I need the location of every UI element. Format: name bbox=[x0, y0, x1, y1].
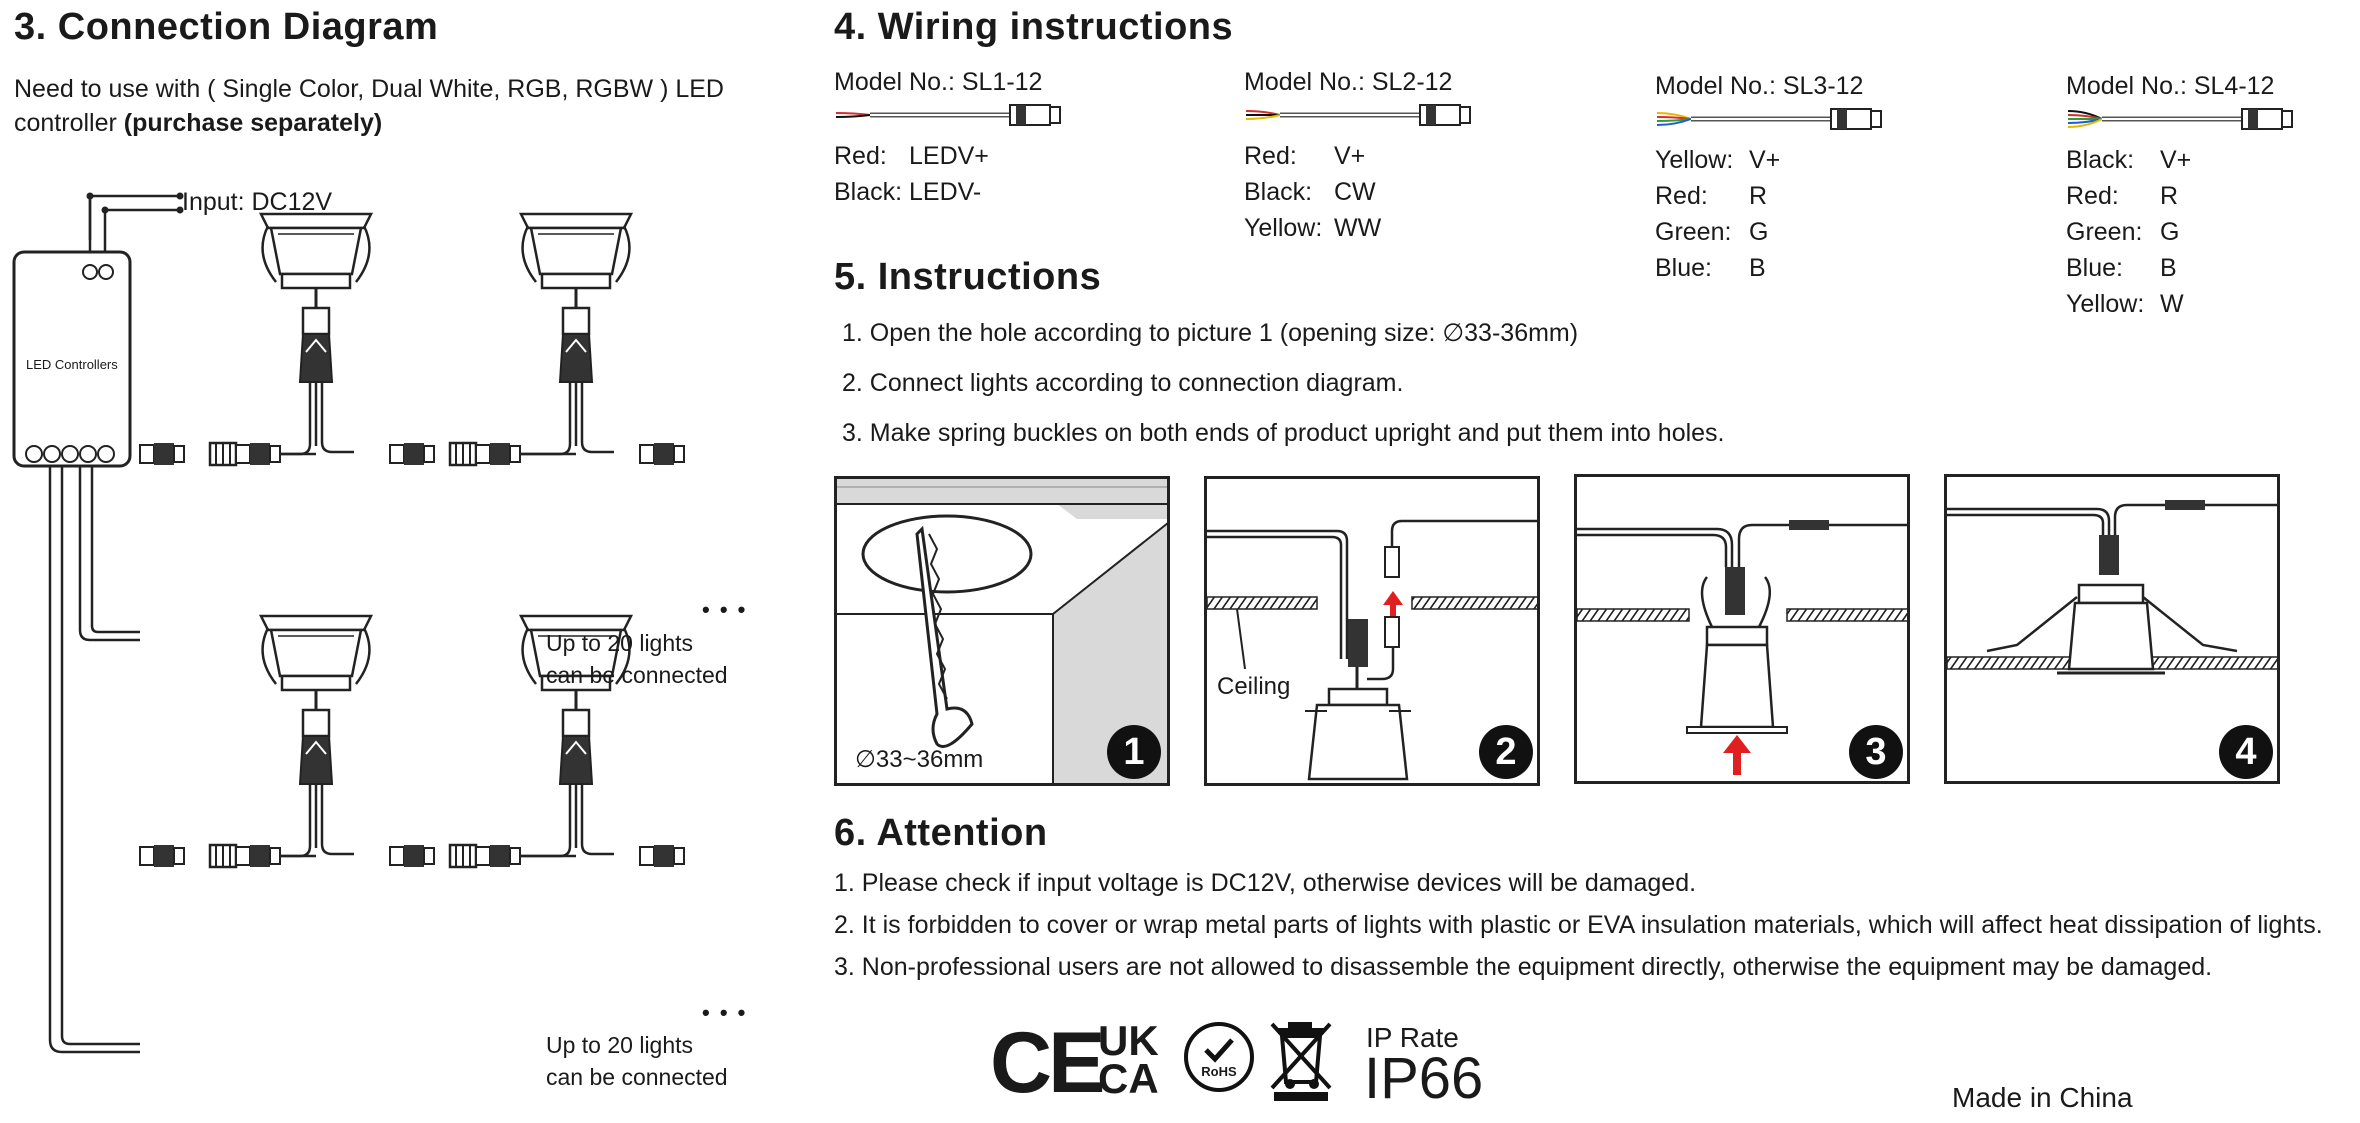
wire-row bbox=[1244, 138, 1624, 174]
junction-connector-icon bbox=[210, 845, 236, 867]
connector-icon bbox=[640, 845, 684, 867]
picture-1-cut-hole bbox=[834, 476, 1170, 786]
wire-row bbox=[2066, 250, 2356, 286]
group2-note-line2: can be connected bbox=[546, 1064, 728, 1090]
wire-row bbox=[2066, 214, 2356, 250]
wiring-model-sl3 bbox=[1655, 72, 2035, 286]
model-number: Model No.: SL4-12 bbox=[2066, 72, 2275, 100]
light-group-1 bbox=[140, 214, 684, 465]
picture-4-installed bbox=[1944, 474, 2280, 784]
ellipsis-group1: • • • bbox=[702, 597, 748, 622]
wire-color: Yellow: bbox=[1244, 214, 1323, 242]
wire-color: Red: bbox=[1655, 182, 1708, 210]
picture-2-label: Ceiling bbox=[1217, 673, 1291, 700]
model-number: Model No.: SL1-12 bbox=[834, 68, 1043, 96]
instructions-title: 5. Instructions bbox=[834, 256, 1102, 298]
input-label: Input: DC12V bbox=[182, 188, 333, 216]
made-in-label: Made in China bbox=[1952, 1082, 2133, 1113]
group2-note-line1: Up to 20 lights bbox=[546, 1032, 694, 1058]
wiring-title: 4. Wiring instructions bbox=[834, 6, 1234, 48]
ip-rate-label: IP Rate bbox=[1366, 1022, 1459, 1053]
instruction-steps bbox=[842, 308, 1725, 458]
attention-list bbox=[834, 862, 2323, 988]
wire-color: Red: bbox=[2066, 182, 2119, 210]
controller-label: LED Controllers bbox=[26, 357, 118, 372]
connector-icon bbox=[476, 845, 520, 867]
instruction-step: 3. Make spring buckles on both ends of product upright and put them into holes. bbox=[842, 419, 1725, 447]
wire-function: B bbox=[2160, 254, 2177, 282]
weee-bin-icon bbox=[1268, 1018, 1334, 1107]
connector-icon bbox=[236, 845, 280, 867]
wire-function: CW bbox=[1334, 178, 1376, 206]
group1-note bbox=[546, 627, 728, 691]
instruction-step: 2. Connect lights according to connection diagram. bbox=[842, 369, 1404, 397]
wire-row bbox=[2066, 142, 2356, 178]
connection-intro-line1: Need to use with ( Single Color, Dual White, RGB, RGBW ) LED bbox=[14, 75, 724, 103]
junction-connector-icon bbox=[210, 443, 236, 465]
wire-row bbox=[1244, 210, 1624, 246]
ukca-top: UK bbox=[1098, 1017, 1159, 1064]
cable-illustration bbox=[2066, 101, 2296, 137]
wire-color: Red: bbox=[1244, 142, 1297, 170]
ellipsis-group2: • • • bbox=[702, 1000, 748, 1025]
picture-2-number: 2 bbox=[1479, 725, 1533, 779]
connector-icon bbox=[390, 845, 434, 867]
wire-row bbox=[1655, 214, 2035, 250]
downlight-icon bbox=[216, 214, 371, 454]
connection-intro-bold: (purchase separately) bbox=[123, 109, 383, 137]
wire-row bbox=[1244, 174, 1624, 210]
ukca-bottom: CA bbox=[1098, 1055, 1159, 1102]
wire-row bbox=[2066, 178, 2356, 214]
wire-function: LEDV- bbox=[909, 178, 982, 206]
wire-color: Yellow: bbox=[1655, 146, 1734, 174]
junction-connector-icon bbox=[450, 845, 476, 867]
wire-function: R bbox=[2160, 182, 2179, 210]
model-number: Model No.: SL2-12 bbox=[1244, 68, 1453, 96]
picture-4-number: 4 bbox=[2219, 725, 2273, 779]
ip-rate-value: IP66 bbox=[1364, 1046, 1484, 1111]
connector-icon bbox=[140, 443, 184, 465]
attention-item: 3. Non-professional users are not allowed to disassemble the equipment directly, otherwise the equipment may be damaged. bbox=[834, 953, 2213, 981]
picture-2-connect bbox=[1204, 476, 1540, 786]
group1-note-line2: can be connected bbox=[546, 662, 728, 688]
connection-intro-line2 bbox=[14, 106, 382, 140]
wire-function: R bbox=[1749, 182, 1768, 210]
connector-icon bbox=[236, 443, 280, 465]
ukca-mark-icon bbox=[1098, 1017, 1159, 1102]
attention-item: 2. It is forbidden to cover or wrap metal parts of lights with plastic or EVA insulation materials, which will affect heat dissipation of lights. bbox=[834, 911, 2323, 939]
wire-color: Green: bbox=[1655, 218, 1732, 246]
wire-function: V+ bbox=[1749, 146, 1781, 174]
wire-row bbox=[1655, 250, 2035, 286]
wire-function: W bbox=[2160, 290, 2184, 318]
wire-color: Green: bbox=[2066, 218, 2143, 246]
picture-1-label: ∅33~36mm bbox=[855, 746, 984, 773]
picture-3-number: 3 bbox=[1849, 725, 1903, 779]
wire-color: Black: bbox=[1244, 178, 1313, 206]
group1-note-line1: Up to 20 lights bbox=[546, 630, 694, 656]
attention-item: 1. Please check if input voltage is DC12V, otherwise devices will be damaged. bbox=[834, 869, 1697, 897]
connection-title: 3. Connection Diagram bbox=[14, 6, 439, 48]
wire-color: Blue: bbox=[2066, 254, 2123, 282]
picture-3-insert bbox=[1574, 474, 1910, 784]
wire-color: Red: bbox=[834, 142, 887, 170]
wiring-model-sl2 bbox=[1244, 68, 1624, 246]
wire-row bbox=[1655, 142, 2035, 178]
wire-row bbox=[834, 138, 1214, 174]
wire-color: Yellow: bbox=[2066, 290, 2145, 318]
cable-illustration bbox=[834, 97, 1064, 133]
wiring-model-sl4 bbox=[2066, 72, 2356, 322]
connector-icon bbox=[640, 443, 684, 465]
wire-function: WW bbox=[1334, 214, 1382, 242]
wire-function: LEDV+ bbox=[909, 142, 989, 170]
connector-icon bbox=[476, 443, 520, 465]
wire-row bbox=[1655, 178, 2035, 214]
cable-illustration bbox=[1655, 101, 1885, 137]
wire-function: G bbox=[2160, 218, 2180, 246]
wire-function: B bbox=[1749, 254, 1766, 282]
attention-title: 6. Attention bbox=[834, 812, 1048, 854]
rohs-text: RoHS bbox=[1201, 1064, 1237, 1079]
wire-function: G bbox=[1749, 218, 1769, 246]
junction-connector-icon bbox=[450, 443, 476, 465]
wire-color: Black: bbox=[834, 178, 903, 206]
wire-function: V+ bbox=[1334, 142, 1366, 170]
picture-1-number: 1 bbox=[1107, 725, 1161, 779]
rohs-mark-icon bbox=[1184, 1022, 1254, 1092]
cable-illustration bbox=[1244, 97, 1474, 133]
wire-color: Blue: bbox=[1655, 254, 1712, 282]
connector-icon bbox=[390, 443, 434, 465]
wire-color: Black: bbox=[2066, 146, 2135, 174]
instruction-step: 1. Open the hole according to picture 1 (opening size: ∅33-36mm) bbox=[842, 319, 1579, 347]
connector-icon bbox=[140, 845, 184, 867]
connection-intro-plain: controller bbox=[14, 109, 124, 137]
ce-mark-icon: CE bbox=[990, 1015, 1102, 1111]
group2-note bbox=[546, 1029, 728, 1093]
wire-row bbox=[834, 174, 1214, 210]
model-number: Model No.: SL3-12 bbox=[1655, 72, 1864, 100]
wiring-model-sl1 bbox=[834, 68, 1214, 210]
downlight-icon bbox=[476, 214, 631, 454]
wire-row bbox=[2066, 286, 2356, 322]
downlight-icon bbox=[216, 616, 371, 856]
wire-function: V+ bbox=[2160, 146, 2192, 174]
